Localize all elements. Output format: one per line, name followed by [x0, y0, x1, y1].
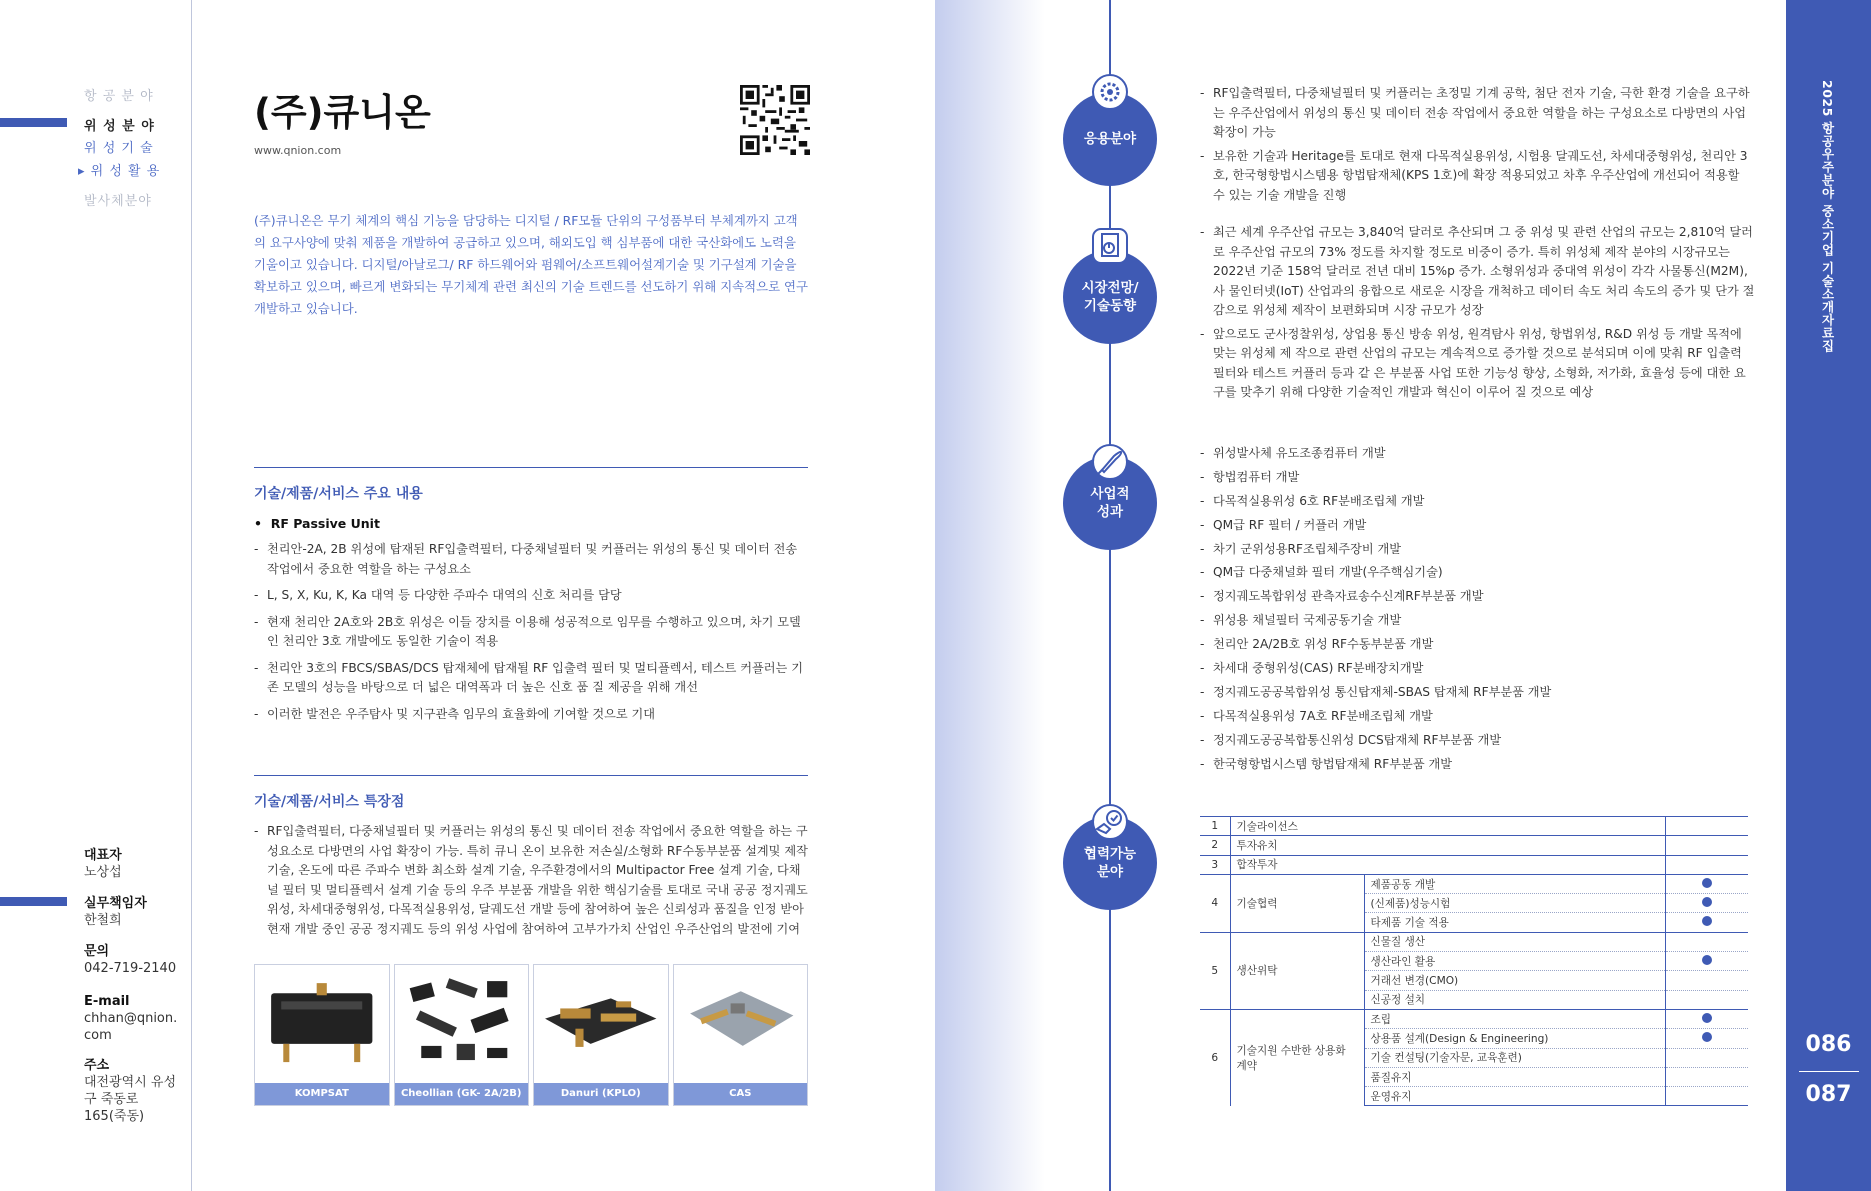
ceo-label: 대표자: [84, 848, 122, 863]
row-number: 1: [1200, 817, 1230, 836]
bullet-dot-icon: •: [254, 516, 271, 531]
table-row: [1200, 817, 1748, 836]
manager-name: 한철희: [84, 913, 122, 928]
document-chart-icon: [1090, 226, 1130, 266]
photo-cheollian[interactable]: [394, 964, 530, 1106]
application-list: [1200, 84, 1755, 210]
row-subcategory: 타제품 기술 적용: [1364, 913, 1665, 932]
row-check-cell: [1665, 836, 1748, 855]
product-photos: [254, 964, 808, 1106]
nav-active-marker: [0, 118, 67, 127]
check-dot-icon: [1702, 1013, 1712, 1023]
tech-main-list: [254, 540, 808, 731]
achievements-label-line1: 사업적: [1090, 486, 1130, 502]
photo-cas[interactable]: [673, 964, 809, 1106]
row-subcategory: 거래선 변경(CMO): [1364, 971, 1665, 990]
row-check-cell: [1665, 817, 1748, 836]
row-number: 2: [1200, 836, 1230, 855]
row-category: 기술협력: [1230, 874, 1364, 932]
nav-item-satellite-use[interactable]: ▸ 위 성 활 용: [78, 164, 161, 179]
contact-marker: [0, 897, 67, 906]
divider-main: [254, 467, 808, 468]
row-category: 기술라이선스: [1230, 817, 1665, 836]
row-check-cell: [1665, 1087, 1748, 1106]
page-number-right: 087: [1805, 1082, 1852, 1107]
cooperation-table: [1200, 816, 1748, 1106]
row-check-cell: [1665, 855, 1748, 874]
divider-feature: [254, 775, 808, 776]
list-item: - 현재 천리안 2A호와 2B호 위성은 이들 장치를 이용해 성공적으로 임무를 수행하고 있으며, 차기 모델인 천리안 3호 개발에도 동일한 기술이 적용: [254, 613, 808, 652]
phone-number: 042-719-2140: [84, 961, 177, 976]
row-subcategory: 신공정 설치: [1364, 990, 1665, 1009]
row-check-cell: [1665, 952, 1748, 971]
list-item: - QM급 다중채널화 필터 개발(우주핵심기술): [1200, 563, 1755, 583]
row-subcategory: 운영유지: [1364, 1087, 1665, 1106]
check-dot-icon: [1702, 1032, 1712, 1042]
photo-kompsat[interactable]: [254, 964, 390, 1106]
tech-feature-list: [254, 822, 808, 946]
table-row: [1200, 855, 1748, 874]
list-item: - QM급 RF 필터 / 커플러 개발: [1200, 516, 1755, 536]
row-check-cell: [1665, 913, 1748, 932]
list-item: - 정지궤도공공복합통신위성 DCS탑재체 RF부분품 개발: [1200, 731, 1755, 751]
row-check-cell: [1665, 932, 1748, 951]
list-item: - 정지궤도공공복합위성 통신탑재체-SBAS 탑재체 RF부분품 개발: [1200, 683, 1755, 703]
check-dot-icon: [1702, 955, 1712, 965]
market-list: [1200, 223, 1755, 407]
page-gutter: [935, 0, 1045, 1191]
contact-email: [84, 993, 178, 1044]
tech-feature-title: 기술/제품/서비스 특장점: [254, 794, 405, 810]
list-item: - 이러한 발전은 우주탐사 및 지구관측 임무의 효율화에 기여할 것으로 기대: [254, 705, 808, 725]
row-number: 6: [1200, 1009, 1230, 1105]
table-row: [1200, 874, 1748, 893]
market-label-line2: 기술동향: [1083, 298, 1137, 314]
check-dot-icon: [1702, 897, 1712, 907]
row-category: 기술지원 수반한 상용화 계약: [1230, 1009, 1364, 1105]
row-subcategory: 생산라인 활용: [1364, 952, 1665, 971]
check-dot-icon: [1702, 916, 1712, 926]
achievements-label-line2: 성과: [1096, 504, 1124, 520]
row-check-cell: [1665, 894, 1748, 913]
list-item: - 항법컴퓨터 개발: [1200, 468, 1755, 488]
application-label: 응용분야: [1083, 131, 1137, 147]
company-intro: (주)큐니온은 무기 체계의 핵심 기능을 담당하는 디지털 / RF모듈 단위의 구성품부터 부체계까지 고객의 요구사양에 맞춰 제품을 개발하여 공급하고 있으며, 해외도입 핵 심부품에 대한 국산화에도 노력을 기울이고 있습니다. 디지털/아날로그/ RF 하드웨어와 펌웨어/소프트웨어설계기술 및 기구설계 기술을 확보하고 있으며, 빠르게 변화되는 무기체계 관련 최신의 기술 트렌드를 선도하기 위해 지속적으로 연구 개발하고 있습니다.: [254, 213, 808, 316]
row-check-cell: [1665, 1067, 1748, 1086]
product-label: RF Passive Unit: [270, 516, 380, 531]
row-category: 합작투자: [1230, 855, 1665, 874]
inquiry-label: 문의: [84, 944, 110, 959]
row-subcategory: 신물질 생산: [1364, 932, 1665, 951]
list-item: - 앞으로도 군사정찰위성, 상업용 통신 방송 위성, 원격탐사 위성, 항법위성, R&D 위성 등 개발 목적에 맞는 위성체 제 작으로 관련 산업의 규모는 계속적으로 증가할 것으로 분석되며 이에 맞춰 RF 입출력 필터와 테스트 커플러 등과 같 은 부분품 사업 또한 기능성 향상, 소형화, 저가화, 효율성 등에 대한 요구를 맞추기 위해 다양한 기술적인 개발과 혁신이 이루어 질 것으로 예상: [1200, 325, 1755, 403]
row-check-cell: [1665, 874, 1748, 893]
row-number: 4: [1200, 874, 1230, 932]
row-check-cell: [1665, 971, 1748, 990]
tech-main-title: 기술/제품/서비스 주요 내용: [254, 486, 423, 502]
page-number-left: 086: [1805, 1032, 1852, 1057]
photo-danuri[interactable]: [533, 964, 669, 1106]
list-item: - 천리안 3호의 FBCS/SBAS/DCS 탑재체에 탑재될 RF 입출력 필터 및 멀티플렉서, 테스트 커플러는 기존 모델의 성능을 바탕으로 더 넓은 대역폭과 더 높은 신호 품 질 제공을 위해 개선: [254, 659, 808, 698]
row-subcategory: 조립: [1364, 1009, 1665, 1028]
cooperation-label-line1: 협력가능: [1083, 846, 1137, 862]
row-number: 3: [1200, 855, 1230, 874]
row-subcategory: 품질유지: [1364, 1067, 1665, 1086]
company-name: (주)큐니온: [254, 91, 431, 134]
rf-plate-image-icon: [680, 973, 802, 1074]
table-row: [1200, 836, 1748, 855]
email-address[interactable]: chhan@qnion.com: [84, 1011, 178, 1043]
list-item: - 천리안-2A, 2B 위성에 탑재된 RF입출력필터, 다중채널필터 및 커플러는 위성의 통신 및 데이터 전송 작업에서 중요한 역할을 하는 구성요소: [254, 540, 808, 579]
nav-item-satellite[interactable]: 위 성 분 야: [84, 119, 155, 134]
list-item: - 최근 세계 우주산업 규모는 3,840억 달러로 추산되며 그 중 위성 및 관련 산업의 규모는 2,810억 달러로 우주산업 규모의 73% 정도를 차지할 정도로 비중이 증가. 특히 위성체 제작 분야의 시장규모는 2022년 기준 158억 달러로 전년 대비 15%p 증가. 소형위성과 중대역 위성이 각각 사물통신(M2M), 사 물인터넷(IoT) 산업과의 융합으로 새로운 시장을 개척하고 데이터 속도 처리 속도의 증가 및 단가 절감으로 위성체 제작이 보편화되며 시장 규모가 성장: [1200, 223, 1755, 321]
email-label: E-mail: [84, 994, 130, 1009]
list-item: - RF입출력필터, 다중채널필터 및 커플러는 위성의 통신 및 데이터 전송 작업에서 중요한 역할을 하는 구성요소로 다방면의 사업 확장이 가능. 특히 큐니 온이 보유한 저손실/소형화 RF수동부분품 설계및 제작 기술, 온도에 따른 주파수 변화 최소화 설계 기술, 우주환경에서의 Multipactor Free 설계 기술, 다채널 필터 및 멀티플렉서 설계 기술 등의 우주 부분품 개발을 위한 핵심기술를 토대로 국내 공공 정지궤도위성, 차세대중형위성, 다목적실용위성, 달궤도선 개발 등에 참여하여 높은 신뢰성과 품질을 인정 받아 현재 개발 중인 공공 정지궤도 등의 위성 사업에 참여하여 고부가가치 산업인 우주산업의 발전에 기여: [254, 822, 808, 939]
list-item: - 다목적실용위성 6호 RF분배조립체 개발: [1200, 492, 1755, 512]
address-text: 대전광역시 유성구 죽동로 165(죽동): [84, 1075, 177, 1124]
book-title: 2025 항공우주분야 중소기업 기술소개자료집: [1820, 80, 1835, 353]
table-row: [1200, 1009, 1748, 1028]
list-item: - 한국형항법시스템 항법탑재체 RF부분품 개발: [1200, 755, 1755, 775]
contact-ceo: [84, 847, 184, 881]
row-check-cell: [1665, 1009, 1748, 1028]
rocket-icon: [1090, 442, 1130, 482]
row-check-cell: [1665, 1029, 1748, 1048]
nav-item-launcher[interactable]: 발사체분야: [84, 194, 152, 209]
contact-address: [84, 1057, 178, 1125]
list-item: - 다목적실용위성 7A호 RF분배조립체 개발: [1200, 707, 1755, 727]
achievements-list: [1200, 444, 1755, 778]
address-label: 주소: [84, 1058, 110, 1073]
manager-label: 실무책임자: [84, 896, 147, 911]
row-subcategory: 제품공동 개발: [1364, 874, 1665, 893]
list-item: - RF입출력필터, 다중채널필터 및 커플러는 초정밀 기계 공학, 첨단 전자 기술, 극한 환경 기술을 요구하는 우주산업에서 위성의 통신 및 데이터 전송 작업에서 중요한 역할을 하는 구성요소로 다방면의 사업 확장이 가능: [1200, 84, 1755, 143]
photo-caption: KOMPSAT: [255, 1083, 389, 1105]
page-number-divider: [1799, 1071, 1859, 1072]
product-name: [254, 516, 808, 531]
list-item: - 보유한 기술과 Heritage를 토대로 현재 다목적실용위성, 시험용 달궤도선, 차세대중형위성, 천리안 3호, 한국형항법시스템용 항법탑재체(KPS 1호)에 확장 적용되었고 차후 우주산업에 개선되어 적용할 수 있는 기술 개발을 진행: [1200, 147, 1755, 206]
list-item: - 정지궤도복합위성 관측자료송수신계RF부분품 개발: [1200, 587, 1755, 607]
list-item: - 천리안 2A/2B호 위성 RF수동부분품 개발: [1200, 635, 1755, 655]
nav-item-aviation[interactable]: 항 공 분 야: [84, 89, 154, 104]
row-category: 투자유치: [1230, 836, 1665, 855]
row-subcategory: 상용품 설계(Design & Engineering): [1364, 1029, 1665, 1048]
check-dot-icon: [1702, 878, 1712, 888]
photo-caption: Cheollian (GK- 2A/2B): [395, 1083, 529, 1105]
ceo-name: 노상섭: [84, 865, 122, 880]
qr-code-icon[interactable]: [740, 85, 810, 155]
market-label: [1081, 279, 1138, 315]
photo-caption: CAS: [674, 1083, 808, 1105]
photo-caption: Danuri (KPLO): [534, 1083, 668, 1105]
list-item: - 차기 군위성용RF조립체주장비 개발: [1200, 540, 1755, 560]
list-item: - 위성용 채널필터 국제공동기술 개발: [1200, 611, 1755, 631]
company-url[interactable]: www.qnion.com: [254, 144, 342, 157]
row-check-cell: [1665, 1048, 1748, 1067]
row-number: 5: [1200, 932, 1230, 1009]
handshake-check-icon: [1090, 802, 1130, 842]
cooperation-label: [1084, 845, 1136, 881]
cooperation-label-line2: 분야: [1096, 864, 1124, 880]
list-item: - 위성발사체 유도조종컴퓨터 개발: [1200, 444, 1755, 464]
contact-inquiry: [84, 943, 184, 977]
row-subcategory: (신제품)성능시험: [1364, 894, 1665, 913]
rf-parts-image-icon: [401, 973, 523, 1074]
row-check-cell: [1665, 990, 1748, 1009]
gear-icon: [1090, 72, 1130, 112]
list-item: - L, S, X, Ku, K, Ka 대역 등 다양한 주파수 대역의 신호 처리를 담당: [254, 586, 808, 606]
contact-manager: [84, 895, 184, 929]
rf-unit-image-icon: [261, 973, 383, 1074]
rf-assembly-image-icon: [540, 973, 662, 1074]
list-item: - 차세대 중형위성(CAS) RF분배장치개발: [1200, 659, 1755, 679]
achievements-label: [1090, 485, 1129, 521]
market-label-line1: 시장전망/: [1081, 280, 1139, 296]
row-subcategory: 기술 컨설팅(기술자문, 교육훈련): [1364, 1048, 1665, 1067]
table-row: [1200, 932, 1748, 951]
row-category: 생산위탁: [1230, 932, 1364, 1009]
nav-item-satellite-tech[interactable]: 위 성 기 술: [84, 141, 154, 156]
